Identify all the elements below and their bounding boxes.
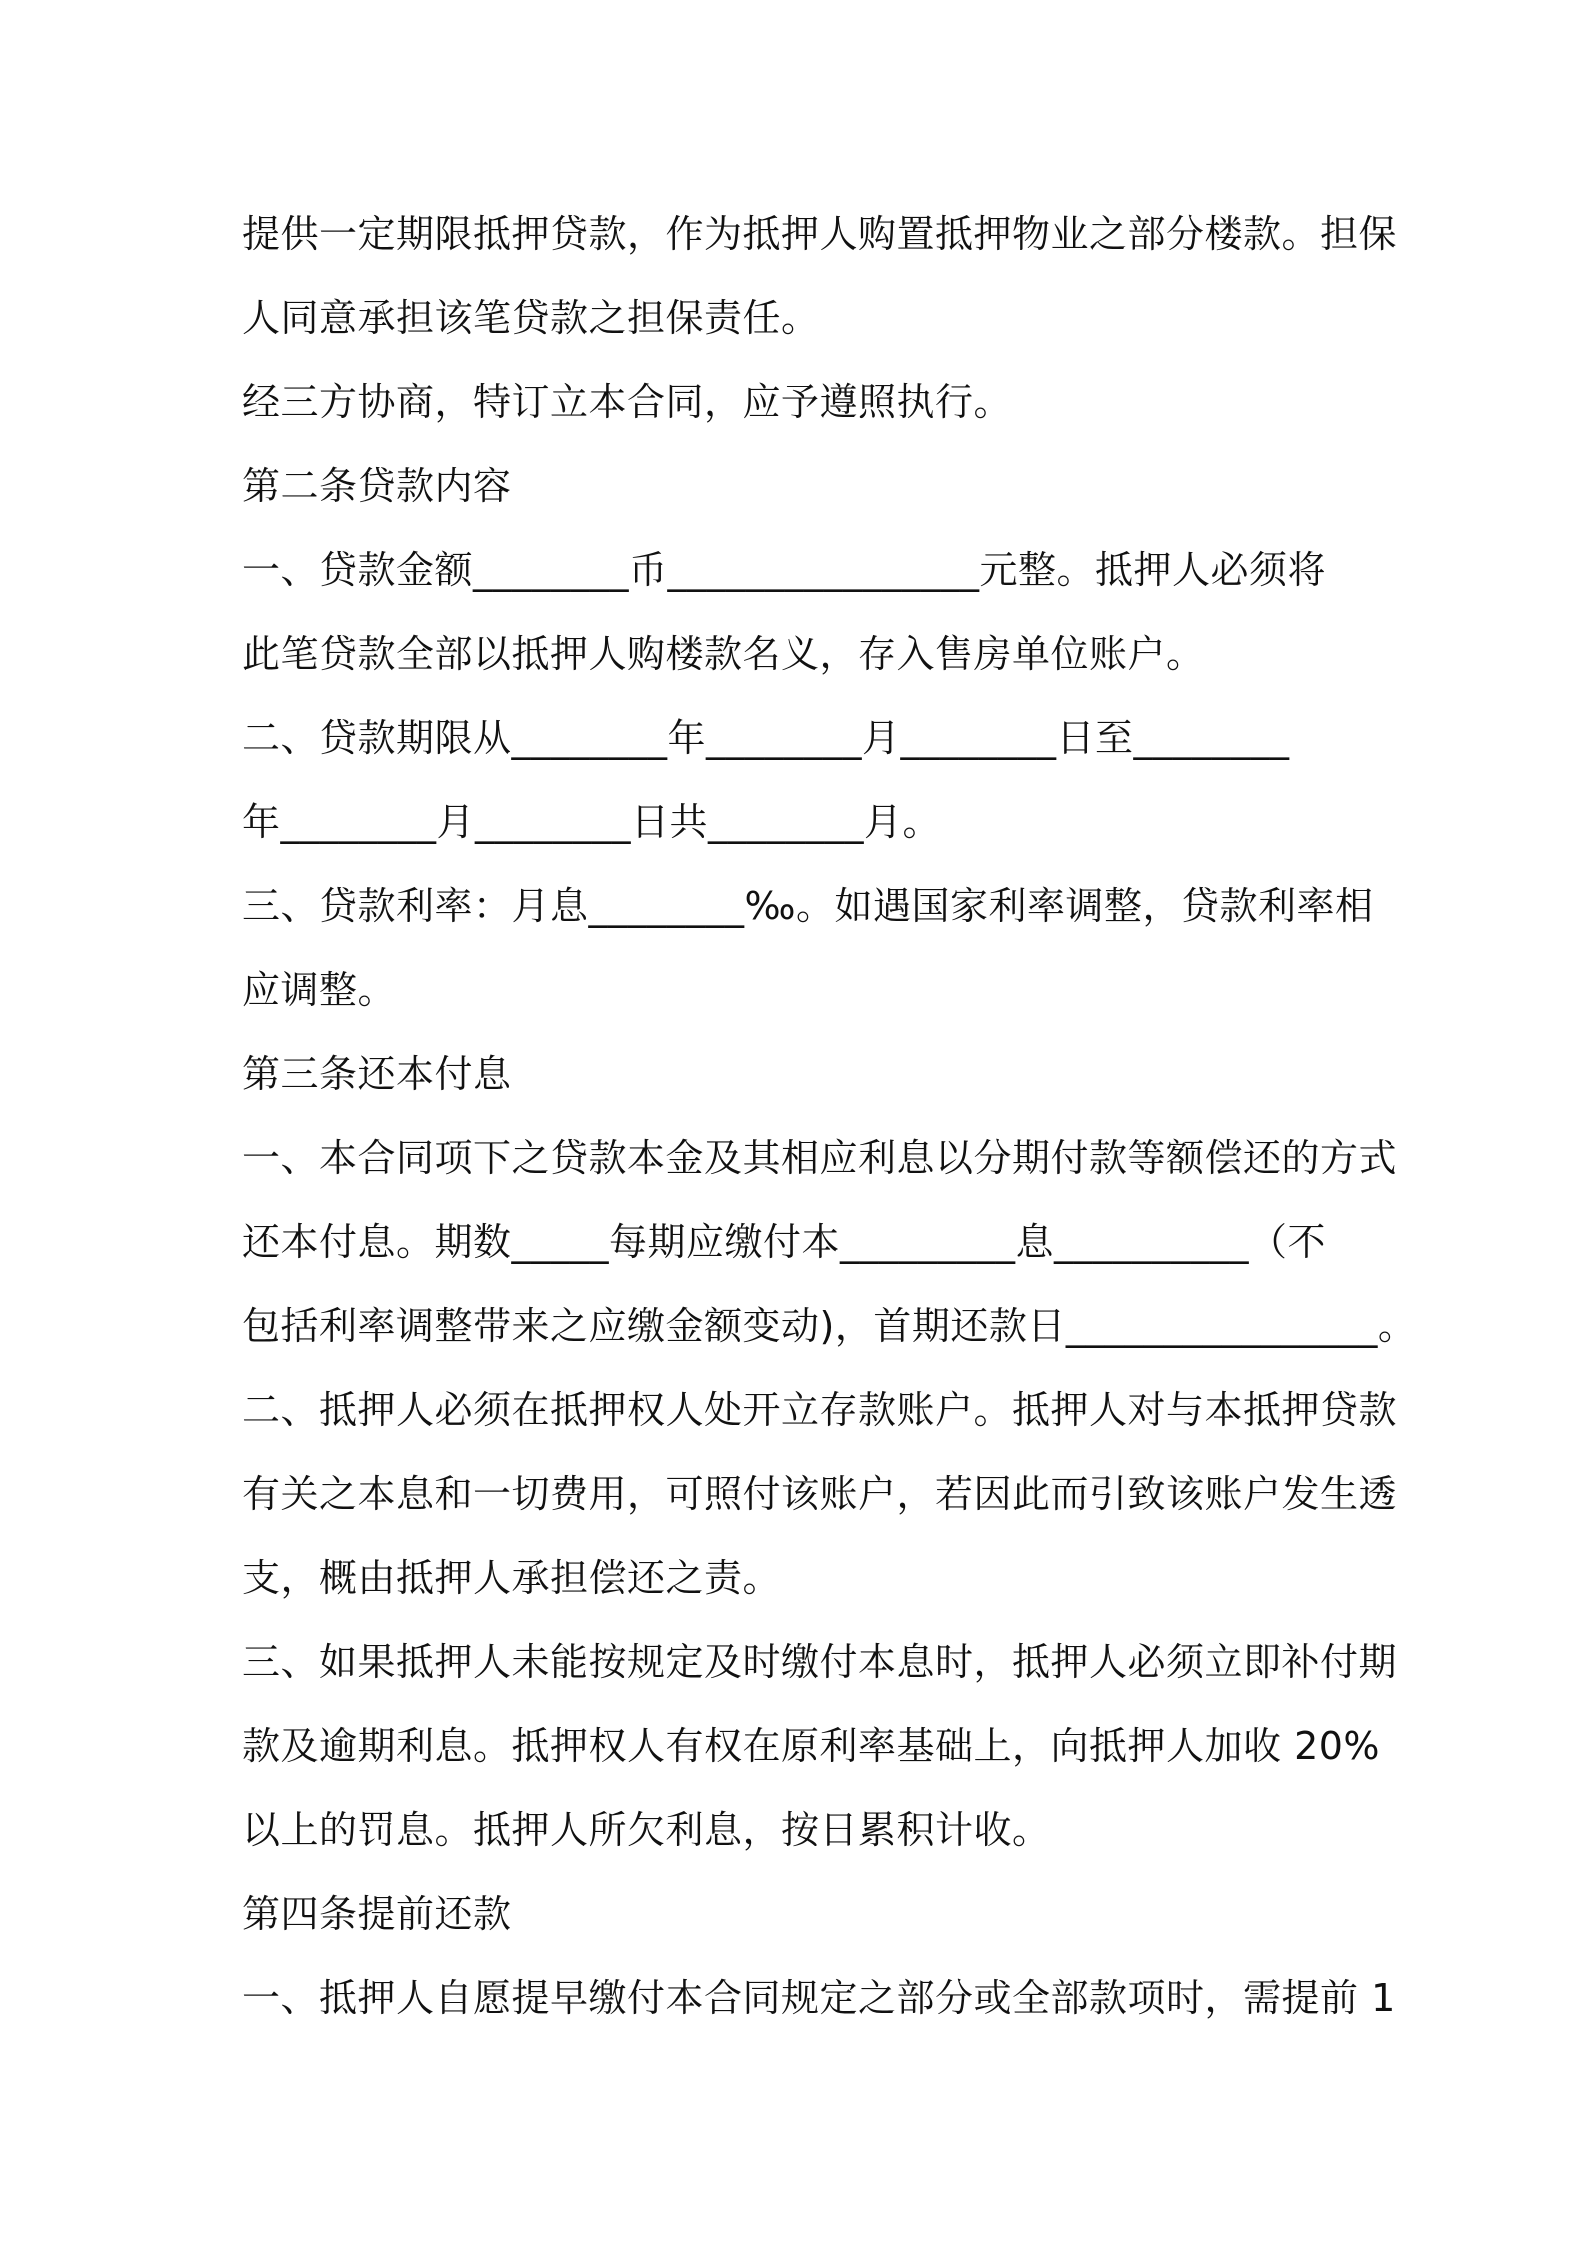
text-line: 三、如果抵押人未能按规定及时缴付本息时，抵押人必须立即补付期 bbox=[242, 1640, 1398, 1684]
text-line: 经三方协商，特订立本合同，应予遵照执行。 bbox=[242, 380, 1013, 424]
text-line: 包括利率调整带来之应缴金额变动)，首期还款日________________。 bbox=[242, 1304, 1417, 1348]
section-heading: 第四条提前还款 bbox=[242, 1892, 512, 1936]
text-line: 应调整。 bbox=[242, 968, 397, 1012]
text-line: 人同意承担该笔贷款之担保责任。 bbox=[242, 296, 820, 340]
text-line: 二、贷款期限从________年________月________日至________ bbox=[242, 716, 1290, 760]
text-line: 一、贷款金额________币________________元整。抵押人必须将 bbox=[242, 548, 1327, 592]
contract-text-body bbox=[242, 192, 1417, 2040]
text-line: 有关之本息和一切费用，可照付该账户，若因此而引致该账户发生透 bbox=[242, 1472, 1398, 1516]
text-line: 款及逾期利息。抵押权人有权在原利率基础上，向抵押人加收 20% bbox=[242, 1724, 1381, 1768]
text-line: 一、本合同项下之贷款本金及其相应利息以分期付款等额偿还的方式 bbox=[242, 1136, 1398, 1180]
text-line: 以上的罚息。抵押人所欠利息，按日累积计收。 bbox=[242, 1808, 1051, 1852]
text-line: 支，概由抵押人承担偿还之责。 bbox=[242, 1556, 782, 1600]
text-line: 年________月________日共________月。 bbox=[242, 800, 942, 844]
text-line: 一、抵押人自愿提早缴付本合同规定之部分或全部款项时，需提前 1 bbox=[242, 1976, 1396, 2020]
text-line: 二、抵押人必须在抵押权人处开立存款账户。抵押人对与本抵押贷款 bbox=[242, 1388, 1398, 1432]
text-line: 还本付息。期数_____每期应缴付本_________息__________（不 bbox=[242, 1220, 1327, 1264]
text-line: 此笔贷款全部以抵押人购楼款名义，存入售房单位账户。 bbox=[242, 632, 1205, 676]
text-line: 三、贷款利率：月息________‰。如遇国家利率调整，贷款利率相 bbox=[242, 884, 1374, 928]
text-line: 提供一定期限抵押贷款，作为抵押人购置抵押物业之部分楼款。担保 bbox=[242, 212, 1398, 256]
section-heading: 第三条还本付息 bbox=[242, 1052, 512, 1096]
section-heading: 第二条贷款内容 bbox=[242, 464, 512, 508]
